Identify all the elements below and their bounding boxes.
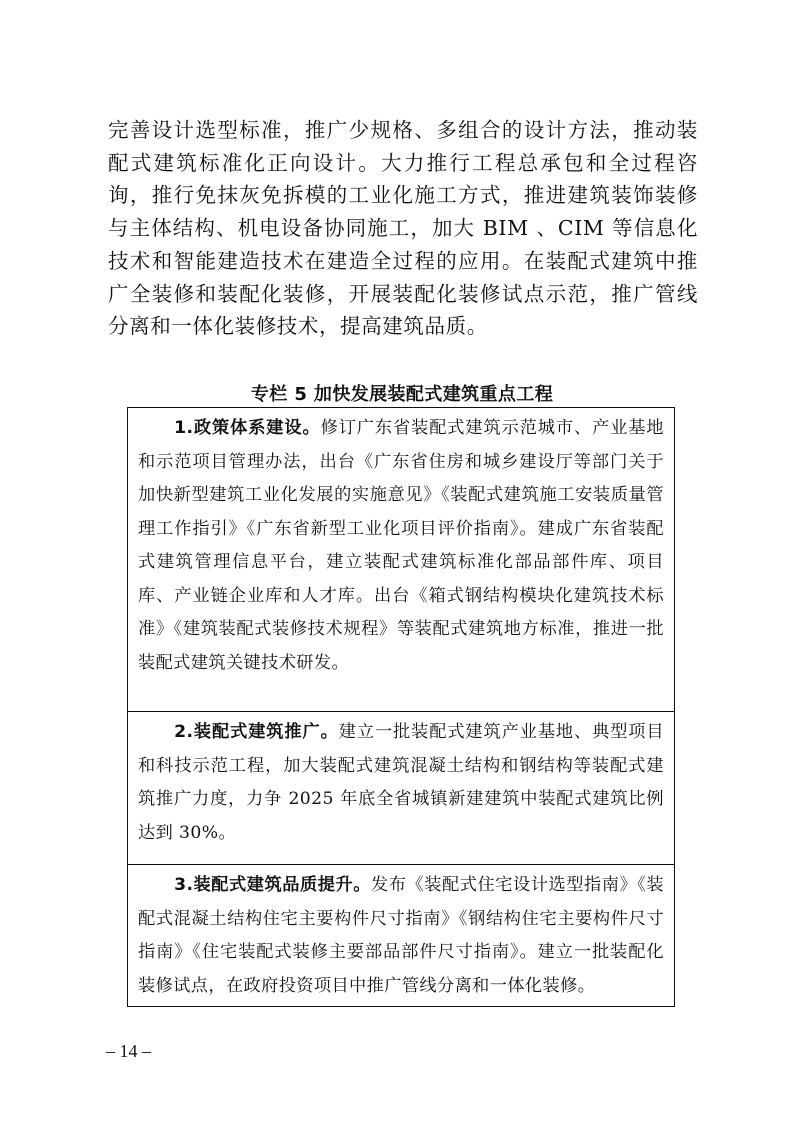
item-text: 发布《装配式住宅设计选型指南》《装配式混凝土结构住宅主要构件尺寸指南》《钢结构住宅主要构件尺寸指南》《住宅装配式装修主要部品部件尺寸指南》。建立一批装配化装修试点，在政府投资项目中推广管线分离和一体化装修。	[138, 875, 665, 996]
box-item-quality	[128, 865, 674, 1008]
key-projects-box	[127, 407, 675, 1007]
page-number: – 14 –	[106, 1041, 151, 1061]
box-item-promotion	[128, 712, 674, 865]
item-lead: 1.政策体系建设。	[174, 418, 321, 438]
box-item-policy-system	[128, 408, 674, 712]
item-lead: 2.装配式建筑推广。	[174, 722, 339, 742]
item-text: 修订广东省装配式建筑示范城市、产业基地和示范项目管理办法，出台《广东省住房和城乡建设厅等部门关于加快新型建筑工业化发展的实施意见》《装配式建筑施工安装质量管理工作指引》《广东省新型工业化项目评价指南》。建成广东省装配式建筑管理信息平台，建立装配式建筑标准化部品部件库、项目库、产业链企业库和人才库。出台《箱式钢结构模块化建筑技术标准》《建筑装配式装修技术规程》等装配式建筑地方标准，推进一批装配式建筑关键技术研发。	[138, 418, 664, 673]
item-lead: 3.装配式建筑品质提升。	[174, 875, 372, 895]
intro-paragraph: 完善设计选型标准，推广少规格、多组合的设计方法，推动装配式建筑标准化正向设计。大力推行工程总承包和全过程咨询，推行免抹灰免拆模的工业化施工方式，推进建筑装饰装修与主体结构、机电设备协同施工，加大 BIM 、CIM 等信息化技术和智能建造技术在建造全过程的应用。在装配式建筑中推广全装修和装配化装修，开展装配化装修试点示范，推广管线分离和一体化装修技术，提高建筑品质。	[108, 118, 698, 339]
box-title: 专栏 5 加快发展装配式建筑重点工程	[250, 384, 554, 405]
item-text: 建立一批装配式建筑产业基地、典型项目和科技示范工程，加大装配式建筑混凝土结构和钢结构等装配式建筑推广力度，力争 2025 年底全省城镇新建建筑中装配式建筑比例达到 30%。	[138, 722, 664, 843]
